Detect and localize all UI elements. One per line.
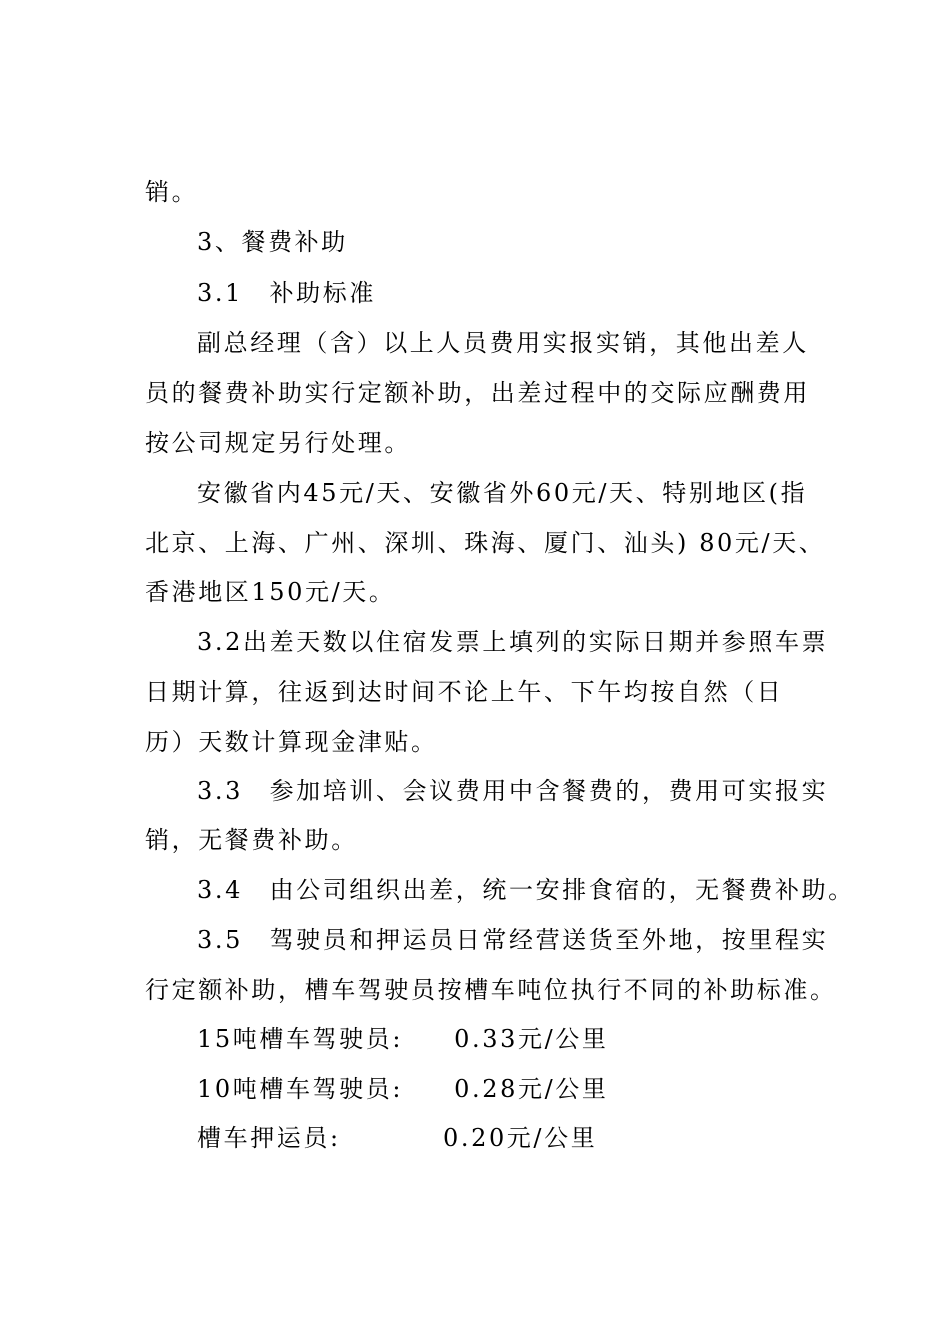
paragraph-line: 副总经理（含）以上人员费用实报实销，其他出差人 [197,329,809,357]
paragraph-line: 历）天数计算现金津贴。 [145,728,438,756]
rate-line-15-ton-driver: 15吨槽车驾驶员: 0.33元/公里 [197,1025,609,1053]
subsection-3-2-line: 3.2出差天数以住宿发票上填列的实际日期并参照车票 [197,628,829,656]
paragraph-line: 日期计算，往返到达时间不论上午、下午均按自然（日 [145,678,784,706]
subsection-3-3-line: 3.3 参加培训、会议费用中含餐费的，费用可实报实 [197,777,829,805]
section-heading-meal-allowance: 3、餐费补助 [197,228,348,256]
paragraph-line: 香港地区150元/天。 [145,578,396,606]
subsection-3-4-line: 3.4 由公司组织出差，统一安排食宿的，无餐费补助。 [197,876,855,904]
paragraph-line: 按公司规定另行处理。 [145,429,411,457]
paragraph-line: 销，无餐费补助。 [145,826,358,854]
rate-line-escort: 槽车押运员: 0.20元/公里 [197,1124,598,1152]
paragraph-line: 北京、上海、广州、深圳、珠海、厦门、汕头) 80元/天、 [145,529,826,557]
text-line-continuation: 销。 [145,178,199,206]
paragraph-line: 行定额补助，槽车驾驶员按槽车吨位执行不同的补助标准。 [145,976,837,1004]
subsection-heading-3-1: 3.1 补助标准 [197,279,376,307]
rate-line-10-ton-driver: 10吨槽车驾驶员: 0.28元/公里 [197,1075,609,1103]
paragraph-line: 安徽省内45元/天、安徽省外60元/天、特别地区(指 [197,479,808,507]
subsection-3-5-line: 3.5 驾驶员和押运员日常经营送货至外地，按里程实 [197,926,829,954]
paragraph-line: 员的餐费补助实行定额补助，出差过程中的交际应酬费用 [145,379,810,407]
